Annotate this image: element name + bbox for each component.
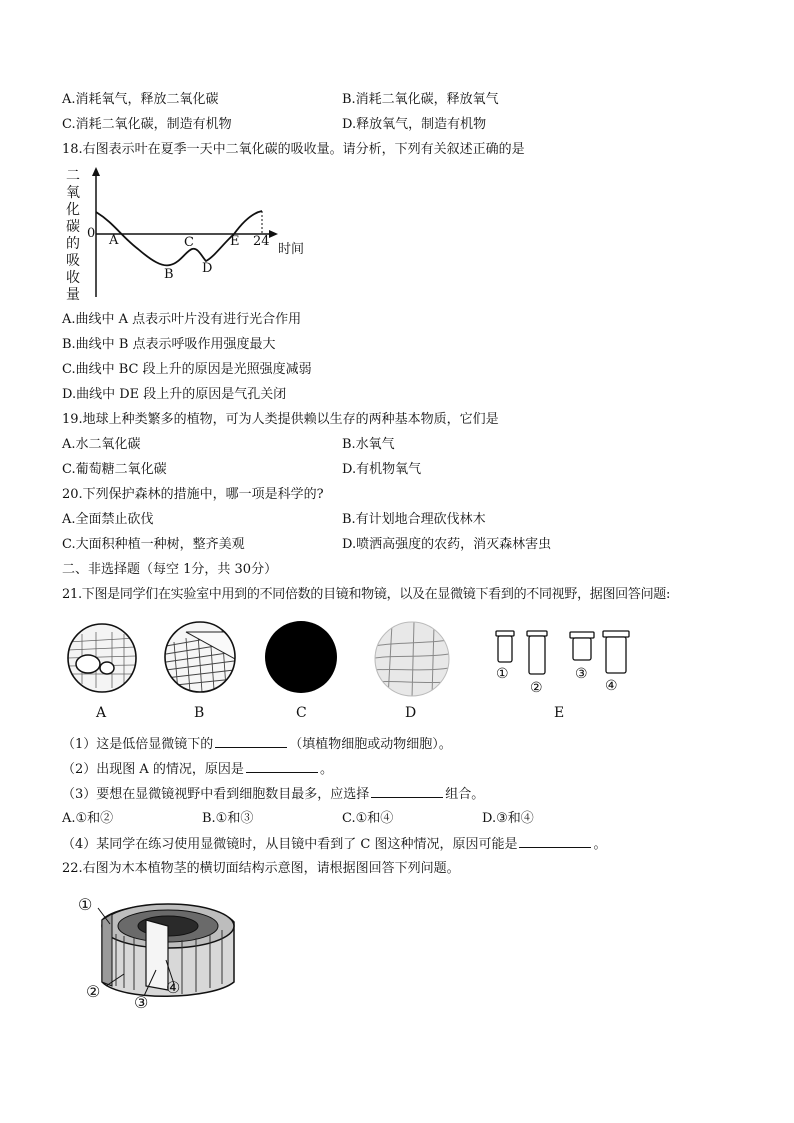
q20-stem: 20.下列保护森林的措施中，哪一项是科学的?: [62, 487, 324, 502]
q22-stem: 22.右图为木本植物茎的横切面结构示意图，请根据图回答下列问题。: [62, 861, 460, 876]
ylabel-char: 收: [66, 270, 80, 286]
fig-label-b: B: [194, 705, 205, 721]
point-e-label: E: [230, 234, 240, 249]
q20-option-a: A.全面禁止砍伐: [62, 512, 154, 527]
lens-3: [570, 632, 594, 660]
q21-sub1-prefix: （1）这是低倍显微镜下的: [62, 737, 214, 752]
fig-label-c: C: [296, 705, 307, 721]
q20-option-d: D.喷洒高强度的农药，消灭森林害虫: [342, 537, 552, 552]
q21-sub2-prefix: （2）出现图 A 的情况，原因是: [62, 762, 244, 777]
q21-sub2-suffix: 。: [319, 762, 333, 777]
ylabel-char: 碳: [66, 219, 80, 235]
q21-sub3-suffix: 组合。: [445, 787, 485, 802]
marker-2: ②: [86, 982, 101, 1001]
q21-sub3-option-a: A.①和②: [62, 811, 114, 826]
xlabel: 时间: [278, 242, 305, 257]
section-2-heading: 二、非选择题（每空 1分，共 30分）: [62, 562, 278, 577]
q21-sub4-prefix: （4）某同学在练习使用显微镜时，从目镜中看到了 C 图这种情况，原因可能是: [62, 837, 518, 852]
marker-4: ④: [166, 978, 181, 997]
lens-number-4: ④: [605, 678, 618, 694]
view-c-dark: [265, 621, 337, 693]
fig-label-d: D: [405, 705, 417, 721]
origin-label: 0: [87, 226, 96, 241]
ylabel-char: 化: [66, 202, 80, 218]
ylabel-char: 的: [66, 236, 80, 252]
q19-option-c: C.葡萄糖二氧化碳: [62, 462, 167, 477]
marker-1: ①: [78, 895, 93, 914]
q21-sub1: [62, 735, 452, 754]
answer-blank-3[interactable]: [371, 785, 443, 798]
q17-option-a: A.消耗氧气，释放二氧化碳: [62, 92, 219, 107]
view-d-cells: [375, 622, 449, 698]
point-c-label: C: [184, 235, 194, 250]
lens-4: [603, 631, 629, 673]
end-tick-label: 24: [253, 234, 270, 249]
q21-sub1-suffix: （填植物细胞或动物细胞）。: [289, 737, 452, 752]
answer-blank-4[interactable]: [519, 835, 591, 848]
q18-option-d: D.曲线中 DE 段上升的原因是气孔关闭: [62, 387, 287, 402]
point-a-label: A: [109, 233, 119, 248]
q21-stem: 21.下图是同学们在实验室中用到的不同倍数的目镜和物镜，以及在显微镜下看到的不同视野，据图回答问题:: [62, 587, 671, 602]
co2-absorption-graph: [62, 165, 312, 305]
q18-stem: 18.右图表示叶在夏季一天中二氧化碳的吸收量。请分析，下列有关叙述正确的是: [62, 142, 525, 157]
q21-sub3-prefix: （3）要想在显微镜视野中看到细胞数目最多，应选择: [62, 787, 370, 802]
ylabel-char: 氧: [66, 185, 80, 201]
lens-number-3: ③: [575, 666, 588, 682]
ylabel-char: 吸: [66, 253, 80, 269]
marker-3: ③: [134, 993, 149, 1012]
q18-option-b: B.曲线中 B 点表示呼吸作用强度最大: [62, 337, 276, 352]
q20-option-c: C.大面积种植一种树，整齐美观: [62, 537, 245, 552]
lens-2: [527, 631, 547, 674]
q21-sub4: [62, 835, 607, 854]
lens-number-1: ①: [496, 666, 509, 682]
q17-option-c: C.消耗二氧化碳，制造有机物: [62, 117, 232, 132]
q21-sub2: [62, 760, 333, 779]
ylabel-char: 量: [66, 287, 80, 303]
q20-option-b: B.有计划地合理砍伐林木: [342, 512, 486, 527]
q21-sub3-option-c: C.①和④: [342, 811, 394, 826]
fig-label-e: E: [554, 705, 565, 721]
q21-sub3-option-d: D.③和④: [482, 811, 534, 826]
point-b-label: B: [164, 267, 174, 282]
q18-option-a: A.曲线中 A 点表示叶片没有进行光合作用: [62, 312, 302, 327]
microscope-figure: [62, 612, 642, 727]
q18-option-c: C.曲线中 BC 段上升的原因是光照强度减弱: [62, 362, 312, 377]
point-d-label: D: [202, 261, 213, 276]
q17-option-b: B.消耗二氧化碳，释放氧气: [342, 92, 499, 107]
answer-blank-2[interactable]: [246, 760, 318, 773]
q21-sub3: [62, 785, 484, 804]
q19-option-a: A.水二氧化碳: [62, 437, 141, 452]
q19-option-b: B.水氧气: [342, 437, 395, 452]
ylabel-char: 二: [66, 168, 80, 184]
answer-blank-1[interactable]: [215, 735, 287, 748]
q21-sub3-option-b: B.①和③: [202, 811, 254, 826]
stem-cross-section-figure: [62, 890, 248, 1020]
q21-sub4-suffix: 。: [593, 837, 607, 852]
q17-option-d: D.释放氧气，制造有机物: [342, 117, 487, 132]
fig-label-a: A: [96, 705, 107, 721]
q19-option-d: D.有机物氧气: [342, 462, 422, 477]
q19-stem: 19.地球上种类繁多的植物，可为人类提供赖以生存的两种基本物质，它们是: [62, 412, 499, 427]
lens-number-2: ②: [530, 680, 543, 696]
lens-1: [496, 631, 514, 662]
